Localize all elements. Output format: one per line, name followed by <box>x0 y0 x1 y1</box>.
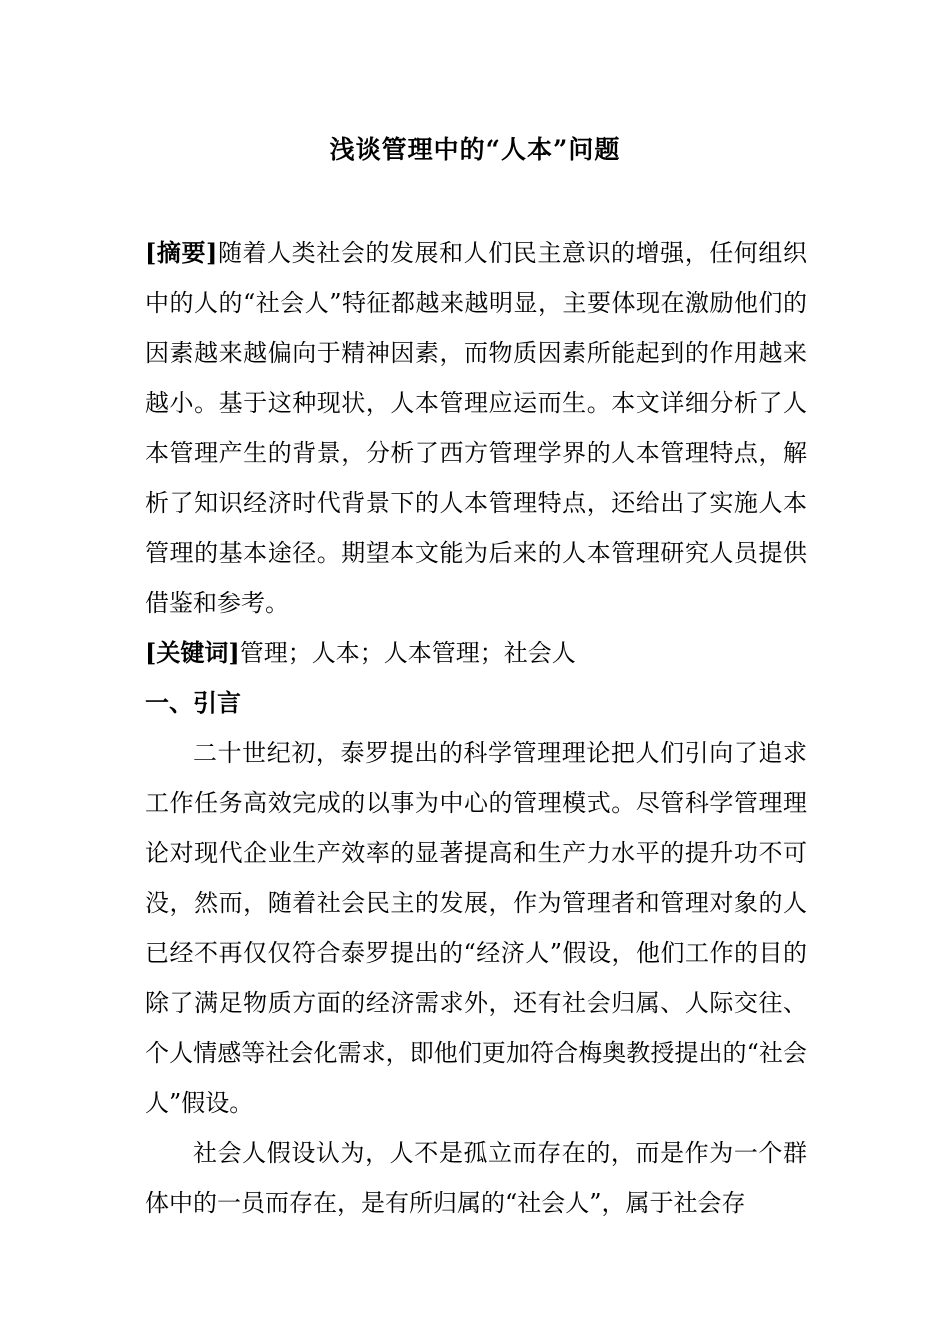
keywords-label: [关键词] <box>145 638 240 667</box>
section-heading-introduction: 一、引言 <box>145 688 241 717</box>
abstract-text: 随着人类社会的发展和人们民主意识的增强，任何组织中的人的“社会人”特征都越来越明显，主要体现在激励他们的因素越来越偏向于精神因素，而物质因素所能起到的作用越来越小。基于这种现状，人本管理应运而生。本文详细分析了人本管理产生的背景，分析了西方管理学界的人本管理特点，解析了知识经济时代背景下的人本管理特点，还给出了实施人本管理的基本途径。期望本文能为后来的人本管理研究人员提供借鉴和参考。 <box>145 239 808 617</box>
abstract-label: [摘要] <box>145 238 218 267</box>
body-paragraph-1: 二十世纪初，泰罗提出的科学管理理论把人们引向了追求工作任务高效完成的以事为中心的管理模式。尽管科学管理理论对现代企业生产效率的显著提高和生产力水平的提升功不可没，然而，随着社会民主的发展，作为管理者和管理对象的人已经不再仅仅符合泰罗提出的“经济人”假设，他们工作的目的除了满足物质方面的经济需求外，还有社会归属、人际交往、个人情感等社会化需求，即他们更加符合梅奥教授提出的“社会人”假设。 <box>145 739 807 1117</box>
document-title: 浅谈管理中的“人本”问题 <box>329 135 621 164</box>
keywords-paragraph <box>145 628 807 678</box>
document-body <box>145 228 807 1228</box>
body-paragraph-2: 社会人假设认为，人不是孤立而存在的，而是作为一个群体中的一员而存在，是有所归属的“社会人”，属于社会存 <box>145 1139 807 1217</box>
keywords-text: 管理；人本；人本管理；社会人 <box>239 639 576 667</box>
abstract-paragraph <box>145 228 807 628</box>
